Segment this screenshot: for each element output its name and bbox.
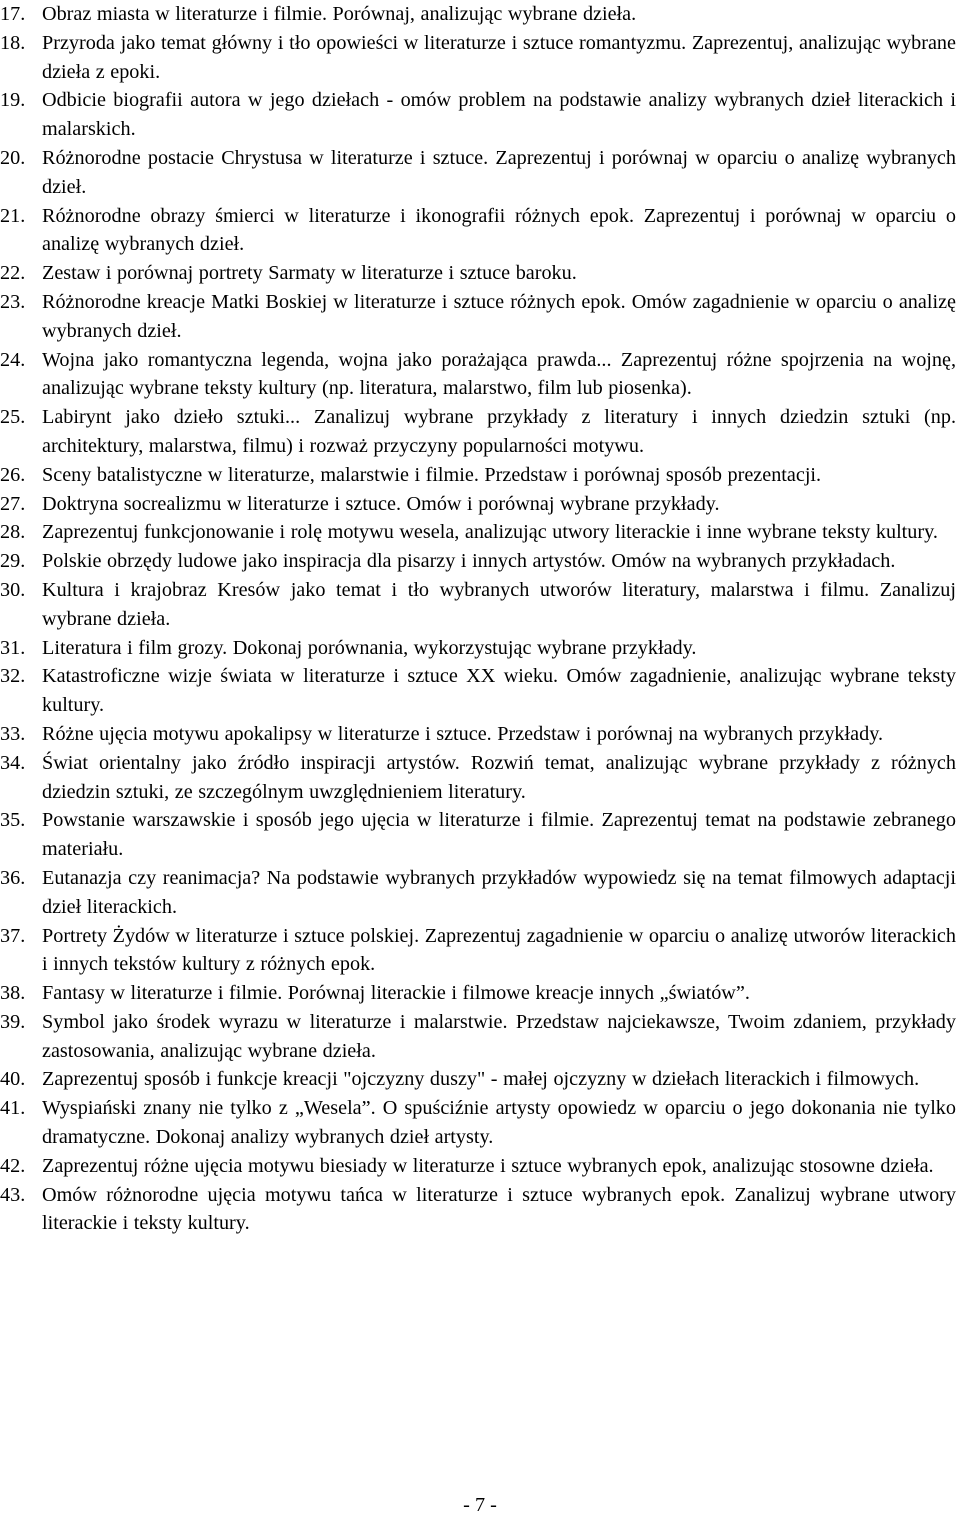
topic-item bbox=[0, 0, 956, 29]
topic-item bbox=[0, 720, 956, 749]
topic-number: 32. bbox=[0, 665, 26, 688]
topic-number: 26. bbox=[0, 463, 26, 486]
topic-item bbox=[0, 86, 956, 144]
topic-text: Eutanazja czy reanimacja? Na podstawie wybranych przykładów wypowiedz się na temat filmowych adaptacji dzieł literackich. bbox=[42, 866, 956, 918]
topic-number: 23. bbox=[0, 290, 26, 313]
topic-number: 29. bbox=[0, 550, 26, 573]
topic-item bbox=[0, 1094, 956, 1152]
topic-item bbox=[0, 1181, 956, 1239]
topic-text: Świat orientalny jako źródło inspiracji artystów. Rozwiń temat, analizując wybrane przykłady z różnych dziedzin sztuki, ze szczególnym uwzględnieniem literatury. bbox=[42, 751, 956, 803]
topic-text: Literatura i film grozy. Dokonaj porównania, wykorzystując wybrane przykłady. bbox=[42, 636, 697, 659]
topic-number: 28. bbox=[0, 521, 26, 544]
topic-text: Kultura i krajobraz Kresów jako temat i tło wybranych utworów literatury, malarstwa i filmu. Zanalizuj wybrane dzieła. bbox=[42, 578, 956, 630]
topic-item bbox=[0, 259, 956, 288]
topic-text: Obraz miasta w literaturze i filmie. Porównaj, analizując wybrane dzieła. bbox=[42, 3, 637, 25]
topic-number: 40. bbox=[0, 1068, 26, 1091]
topic-number: 34. bbox=[0, 751, 26, 774]
topic-text: Polskie obrzędy ludowe jako inspiracja dla pisarzy i innych artystów. Omów na wybranych przykładach. bbox=[42, 550, 896, 573]
topic-number: 43. bbox=[0, 1183, 26, 1206]
topic-text: Wojna jako romantyczna legenda, wojna jako porażająca prawda... Zaprezentuj różne spojrzenia na wojnę, analizując wybrane teksty kultury (np. literatura, malarstwo, film lub piosenka). bbox=[42, 348, 956, 400]
topic-number: 24. bbox=[0, 348, 26, 371]
topic-number: 42. bbox=[0, 1154, 26, 1177]
topic-number: 20. bbox=[0, 146, 26, 169]
topic-text: Zaprezentuj sposób i funkcje kreacji "ojczyzny duszy" - małej ojczyzny w dziełach literackich i filmowych. bbox=[42, 1068, 920, 1091]
topic-text: Różnorodne postacie Chrystusa w literaturze i sztuce. Zaprezentuj i porównaj w oparciu o analizę wybranych dzieł. bbox=[42, 146, 956, 198]
topic-number: 25. bbox=[0, 406, 26, 429]
topic-item bbox=[0, 922, 956, 980]
topic-item bbox=[0, 518, 956, 547]
topic-item bbox=[0, 547, 956, 576]
page-number: - 7 - bbox=[463, 1494, 497, 1516]
topic-number: 39. bbox=[0, 1010, 26, 1033]
topic-item bbox=[0, 1152, 956, 1181]
topic-item bbox=[0, 29, 956, 87]
topic-text: Labirynt jako dzieło sztuki... Zanalizuj wybrane przykłady z literatury i innych dziedzin sztuki (np. architektury, malarstwa, filmu) i rozważ przyczyny popularności motywu. bbox=[42, 406, 956, 457]
topic-text: Różne ujęcia motywu apokalipsy w literaturze i sztuce. Przedstaw i porównaj na wybranych przykłady. bbox=[42, 722, 884, 745]
topic-item bbox=[0, 144, 956, 202]
topic-number: 35. bbox=[0, 809, 26, 832]
topic-text: Powstanie warszawskie i sposób jego ujęcia w literaturze i filmie. Zaprezentuj temat na podstawie zebranego materiału. bbox=[42, 809, 956, 861]
topic-text: Doktryna socrealizmu w literaturze i sztuce. Omów i porównaj wybrane przykłady. bbox=[42, 492, 720, 515]
topic-item bbox=[0, 864, 956, 922]
topic-text: Omów różnorodne ujęcia motywu tańca w literaturze i sztuce wybranych epok. Zanalizuj wybrane utwory literackie i teksty kultury. bbox=[42, 1183, 956, 1235]
topic-text: Zestaw i porównaj portrety Sarmaty w literaturze i sztuce baroku. bbox=[42, 262, 577, 285]
topic-item bbox=[0, 403, 956, 461]
topic-item bbox=[0, 288, 956, 346]
topic-item bbox=[0, 1065, 956, 1094]
topic-number: 22. bbox=[0, 262, 26, 285]
topic-item bbox=[0, 634, 956, 663]
topic-text: Symbol jako środek wyrazu w literaturze i malarstwie. Przedstaw najciekawsze, Twoim zdaniem, przykłady zastosowania, analizując wybrane dzieła. bbox=[42, 1010, 956, 1062]
topic-text: Fantasy w literaturze i filmie. Porównaj literackie i filmowe kreacje innych „światów”. bbox=[42, 982, 750, 1005]
topic-number: 31. bbox=[0, 636, 26, 659]
topic-text: Zaprezentuj funkcjonowanie i rolę motywu wesela, analizując utwory literackie i inne wybrane teksty kultury. bbox=[42, 521, 938, 544]
topic-item bbox=[0, 979, 956, 1008]
topic-item bbox=[0, 806, 956, 864]
topic-number: 37. bbox=[0, 924, 26, 947]
topic-number: 38. bbox=[0, 982, 26, 1005]
topic-text: Odbicie biografii autora w jego dziełach - omów problem na podstawie analizy wybranych dzieł literackich i malarskich. bbox=[42, 89, 956, 141]
topic-number: 19. bbox=[0, 89, 26, 112]
topic-text: Katastroficzne wizje świata w literaturze i sztuce XX wieku. Omów zagadnienie, analizując wybrane teksty kultury. bbox=[42, 665, 956, 717]
topic-item bbox=[0, 576, 956, 634]
topic-text: Przyroda jako temat główny i tło opowieści w literaturze i sztuce romantyzmu. Zaprezentuj, analizując wybrane dzieła z epoki. bbox=[42, 31, 956, 83]
topic-text: Portrety Żydów w literaturze i sztuce polskiej. Zaprezentuj zagadnienie w oparciu o analizę utworów literackich i innych tekstów kultury z różnych epok. bbox=[42, 924, 956, 976]
topic-item bbox=[0, 346, 956, 404]
topic-number: 33. bbox=[0, 722, 26, 745]
topic-text: Sceny batalistyczne w literaturze, malarstwie i filmie. Przedstaw i porównaj sposób prezentacji. bbox=[42, 463, 822, 486]
topic-text: Różnorodne obrazy śmierci w literaturze i ikonografii różnych epok. Zaprezentuj i porównaj w oparciu o analizę wybranych dzieł. bbox=[42, 204, 956, 256]
topic-item bbox=[0, 1008, 956, 1066]
topic-number: 41. bbox=[0, 1097, 26, 1120]
topic-item bbox=[0, 490, 956, 519]
topic-number: 30. bbox=[0, 578, 26, 601]
topic-item bbox=[0, 461, 956, 490]
topic-text: Wyspiański znany nie tylko z „Wesela”. O spuściźnie artysty opowiedz w oparciu o jego dokonania nie tylko dramatyczne. Dokonaj analizy wybranych dzieł artysty. bbox=[42, 1097, 956, 1149]
topic-number: 36. bbox=[0, 866, 26, 889]
topic-number: 18. bbox=[0, 31, 26, 54]
topic-item bbox=[0, 662, 956, 720]
topic-text: Zaprezentuj różne ujęcia motywu biesiady w literaturze i sztuce wybranych epok, analizując stosowne dzieła. bbox=[42, 1154, 934, 1177]
topic-text: Różnorodne kreacje Matki Boskiej w literaturze i sztuce różnych epok. Omów zagadnienie w oparciu o analizę wybranych dzieł. bbox=[42, 290, 956, 342]
topic-number: 27. bbox=[0, 492, 26, 515]
topic-item bbox=[0, 202, 956, 260]
topic-item bbox=[0, 749, 956, 807]
topic-number: 21. bbox=[0, 204, 26, 227]
topic-number: 17. bbox=[0, 3, 26, 25]
